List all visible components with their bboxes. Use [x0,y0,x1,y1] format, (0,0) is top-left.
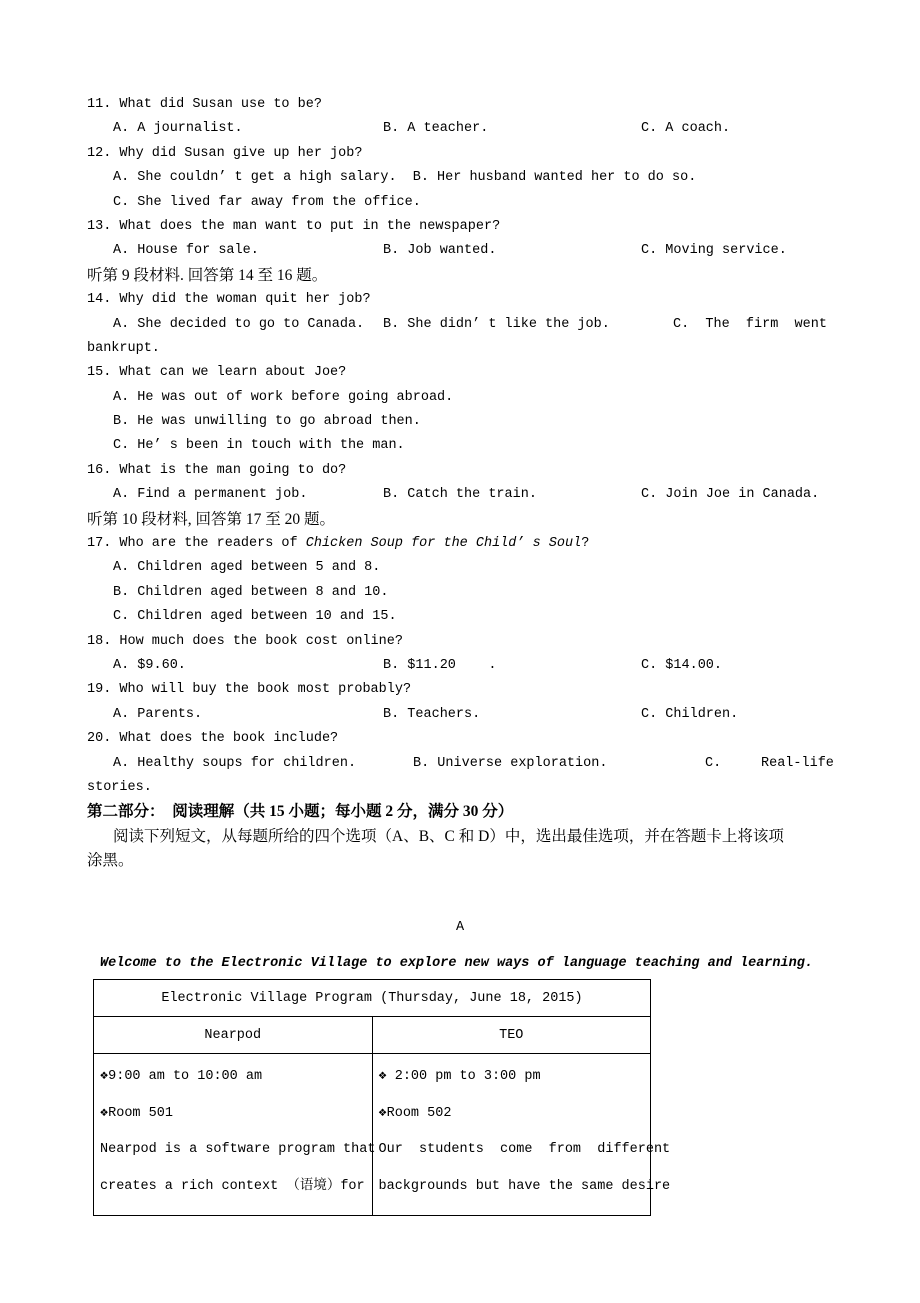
text-run: 11. What did Susan use to be? [87,97,322,112]
text-run: 13. What does the man want to put in the newspaper? [87,218,501,234]
text-run: A [455,919,465,935]
option-a: A. She decided to go to Canada. [113,316,365,332]
nearpod-desc-line-1: Nearpod is a software program that [100,1142,376,1158]
reading-instruction-line-2 [87,849,833,873]
option-b: B. A teacher. [383,121,489,137]
question-15-option-a [87,386,833,410]
option-b: B. Children aged between 8 and 10. [113,584,389,600]
question-13-options [87,239,833,263]
option-c-continued: stories. [87,779,152,795]
question-13 [87,215,833,239]
text-run: 19. Who will buy the book most probably? [87,682,412,698]
text-run: 听第 9 段材料. 回答第 14 至 16 题。 [87,266,328,284]
question-11-options [87,117,833,141]
option-a: A. $9.60. [113,657,186,673]
option-c: C. Join Joe in Canada. [641,487,820,503]
text-run: 14. Why did the woman quit her job? [87,292,371,308]
option-a: A. House for sale. [113,243,259,259]
option-c: C. $14.00. [641,657,723,673]
option-c: C. The firm went [673,316,827,332]
nearpod-room-line: ❖Room 501 [100,1105,173,1121]
option-b: B. $11.20 . [383,657,497,673]
teo-time-line: ❖ 2:00 pm to 3:00 pm [378,1069,541,1085]
question-20 [87,727,833,751]
question-18-options [87,654,833,678]
option-c: C. He’ s been in touch with the man. [113,438,405,454]
text-run: 12. Why did Susan give up her job? [87,145,363,161]
teo-room-line: ❖Room 502 [378,1105,452,1121]
text-run: 听第 10 段材料, 回答第 17 至 20 题。 [87,510,336,528]
text-run: 15. What can we learn about Joe? [87,365,347,381]
option-c: C. Children aged between 10 and 15. [113,609,397,625]
question-15 [87,361,833,385]
option-a: A. A journalist. [113,121,243,137]
question-11 [87,93,833,117]
question-17-option-a [87,556,833,580]
reading-instruction-line-1 [87,825,833,849]
option-c: C. [705,755,722,771]
option-c: C. She lived far away from the office. [113,194,421,210]
part2-section-header [87,800,833,824]
option-b: B. Teachers. [383,706,481,722]
option-b: B. He was unwilling to go abroad then. [113,414,421,430]
teo-cell [372,1054,671,1215]
electronic-village-table [93,979,671,1215]
text-run: 第二部分： 阅读理解（共 15 小题；每小题 2 分，满分 30 分） [87,803,514,821]
question-14-options [87,313,833,337]
nearpod-cell [94,1054,376,1215]
question-17 [87,532,833,556]
text-run: ? [581,536,590,552]
option-a: A. He was out of work before going abroad. [113,389,454,405]
question-19 [87,678,833,702]
text-run: Welcome to the Electronic Village to explore new ways of language teaching and learning. [100,955,813,971]
question-16 [87,459,833,483]
table-title: Electronic Village Program (Thursday, June 18, 2015) [94,980,651,1017]
question-12-option-c [87,191,833,215]
question-20-options [87,752,833,776]
question-16-options [87,483,833,507]
option-a: A. Find a permanent job. [113,487,308,503]
question-17-option-b [87,581,833,605]
option-a-b: A. She couldn’ t get a high salary. B. Her husband wanted her to do so. [113,170,697,186]
teo-desc-line-1: Our students come from different [378,1142,671,1158]
question-15-option-c [87,434,833,458]
table-title-row [94,980,651,1017]
option-a: A. Children aged between 5 and 8. [113,560,381,576]
text-run: 18. How much does the book cost online? [87,633,403,649]
question-12 [87,142,833,166]
option-a: A. Healthy soups for children. [113,755,357,771]
question-19-options [87,703,833,727]
nearpod-time-line: ❖9:00 am to 10:00 am [100,1069,263,1085]
table-column-header-row [94,1017,651,1054]
nearpod-desc-line-2: creates a rich context （语境）for [100,1179,365,1195]
option-c: C. Children. [641,706,739,722]
option-c: C. Moving service. [641,243,787,259]
book-title-italic: Chicken Soup for the Child’ s Soul [305,536,582,552]
option-b: B. She didn’ t like the job. [383,316,610,332]
option-b: B. Universe exploration. [413,755,608,771]
option-b: B. Catch the train. [383,487,537,503]
listening-instruction-section-9 [87,264,833,288]
text-run: 阅读下列短文，从每题所给的四个选项（A、B、C 和 D）中，选出最佳选项，并在答题卡上将该项 [113,827,784,845]
column-header-nearpod: Nearpod [94,1017,373,1054]
question-15-option-b [87,410,833,434]
option-c-text: Real-life [761,755,834,771]
text-run: 涂黑。 [87,852,134,870]
option-a: A. Parents. [113,706,203,722]
text-run: 16. What is the man going to do? [87,462,347,478]
question-18 [87,630,833,654]
text-run: 20. What does the book include? [87,731,339,747]
table-content-row [94,1054,651,1215]
option-c: C. A coach. [641,121,731,137]
column-header-teo: TEO [372,1017,651,1054]
listening-instruction-section-10 [87,508,833,532]
question-12-options-ab [87,166,833,190]
passage-intro [87,952,833,976]
text-run: 17. Who are the readers of [87,536,306,552]
option-c-continued: bankrupt. [87,340,160,356]
question-20-option-c-wrap [87,776,833,800]
teo-desc-line-2: backgrounds but have the same desire [378,1179,671,1195]
question-14 [87,288,833,312]
question-17-option-c [87,605,833,629]
question-14-option-c-wrap [87,337,833,361]
passage-label-a [87,916,833,940]
option-b: B. Job wanted. [383,243,497,259]
